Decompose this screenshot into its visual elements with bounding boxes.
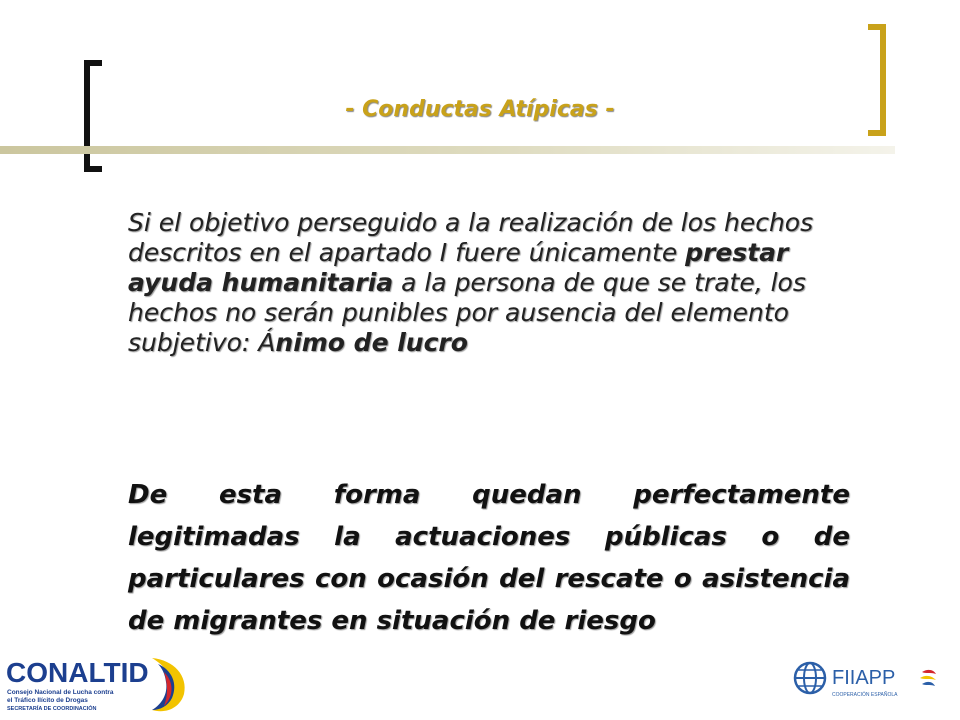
cooperacion-emblem-icon [920,670,936,686]
conaltid-line-3: SECRETARÍA DE COORDINACIÓN [7,706,97,712]
conaltid-logo [2,650,192,720]
slide-title: - Conductas Atípicas - [345,97,615,122]
paragraph-1-bold-a: prestar ayuda humanitaria [128,238,789,297]
conaltid-wordmark: CONALTID [6,657,149,688]
globe-icon [795,663,825,693]
conaltid-line-1: Consejo Nacional de Lucha contra [7,689,114,696]
paragraph-1-bold-b: nimo de lucro [275,328,468,357]
paragraph-1-text-a: Si el objetivo perseguido a la realización de los hechos descritos en el apartado I fuere únicamente [128,208,814,267]
fiiapp-subtitle: COOPERACIÓN ESPAÑOLA [832,692,898,698]
paragraph-1-text-b: a la persona de que se trate, los hechos no serán punibles por ausencia del elemento subjetivo: Á [128,268,806,357]
conaltid-line-2: el Tráfico Ilícito de Drogas [7,697,88,704]
paragraph-2: De esta forma quedan perfectamente legitimadas la actuaciones públicas o de particulares con ocasión del rescate o asistencia de migrantes en situación de riesgo [128,480,850,636]
fiiapp-logo [790,656,940,706]
title-rule [0,146,895,154]
fiiapp-wordmark: FIIAPP [832,667,896,689]
paragraph-1 [128,208,848,358]
